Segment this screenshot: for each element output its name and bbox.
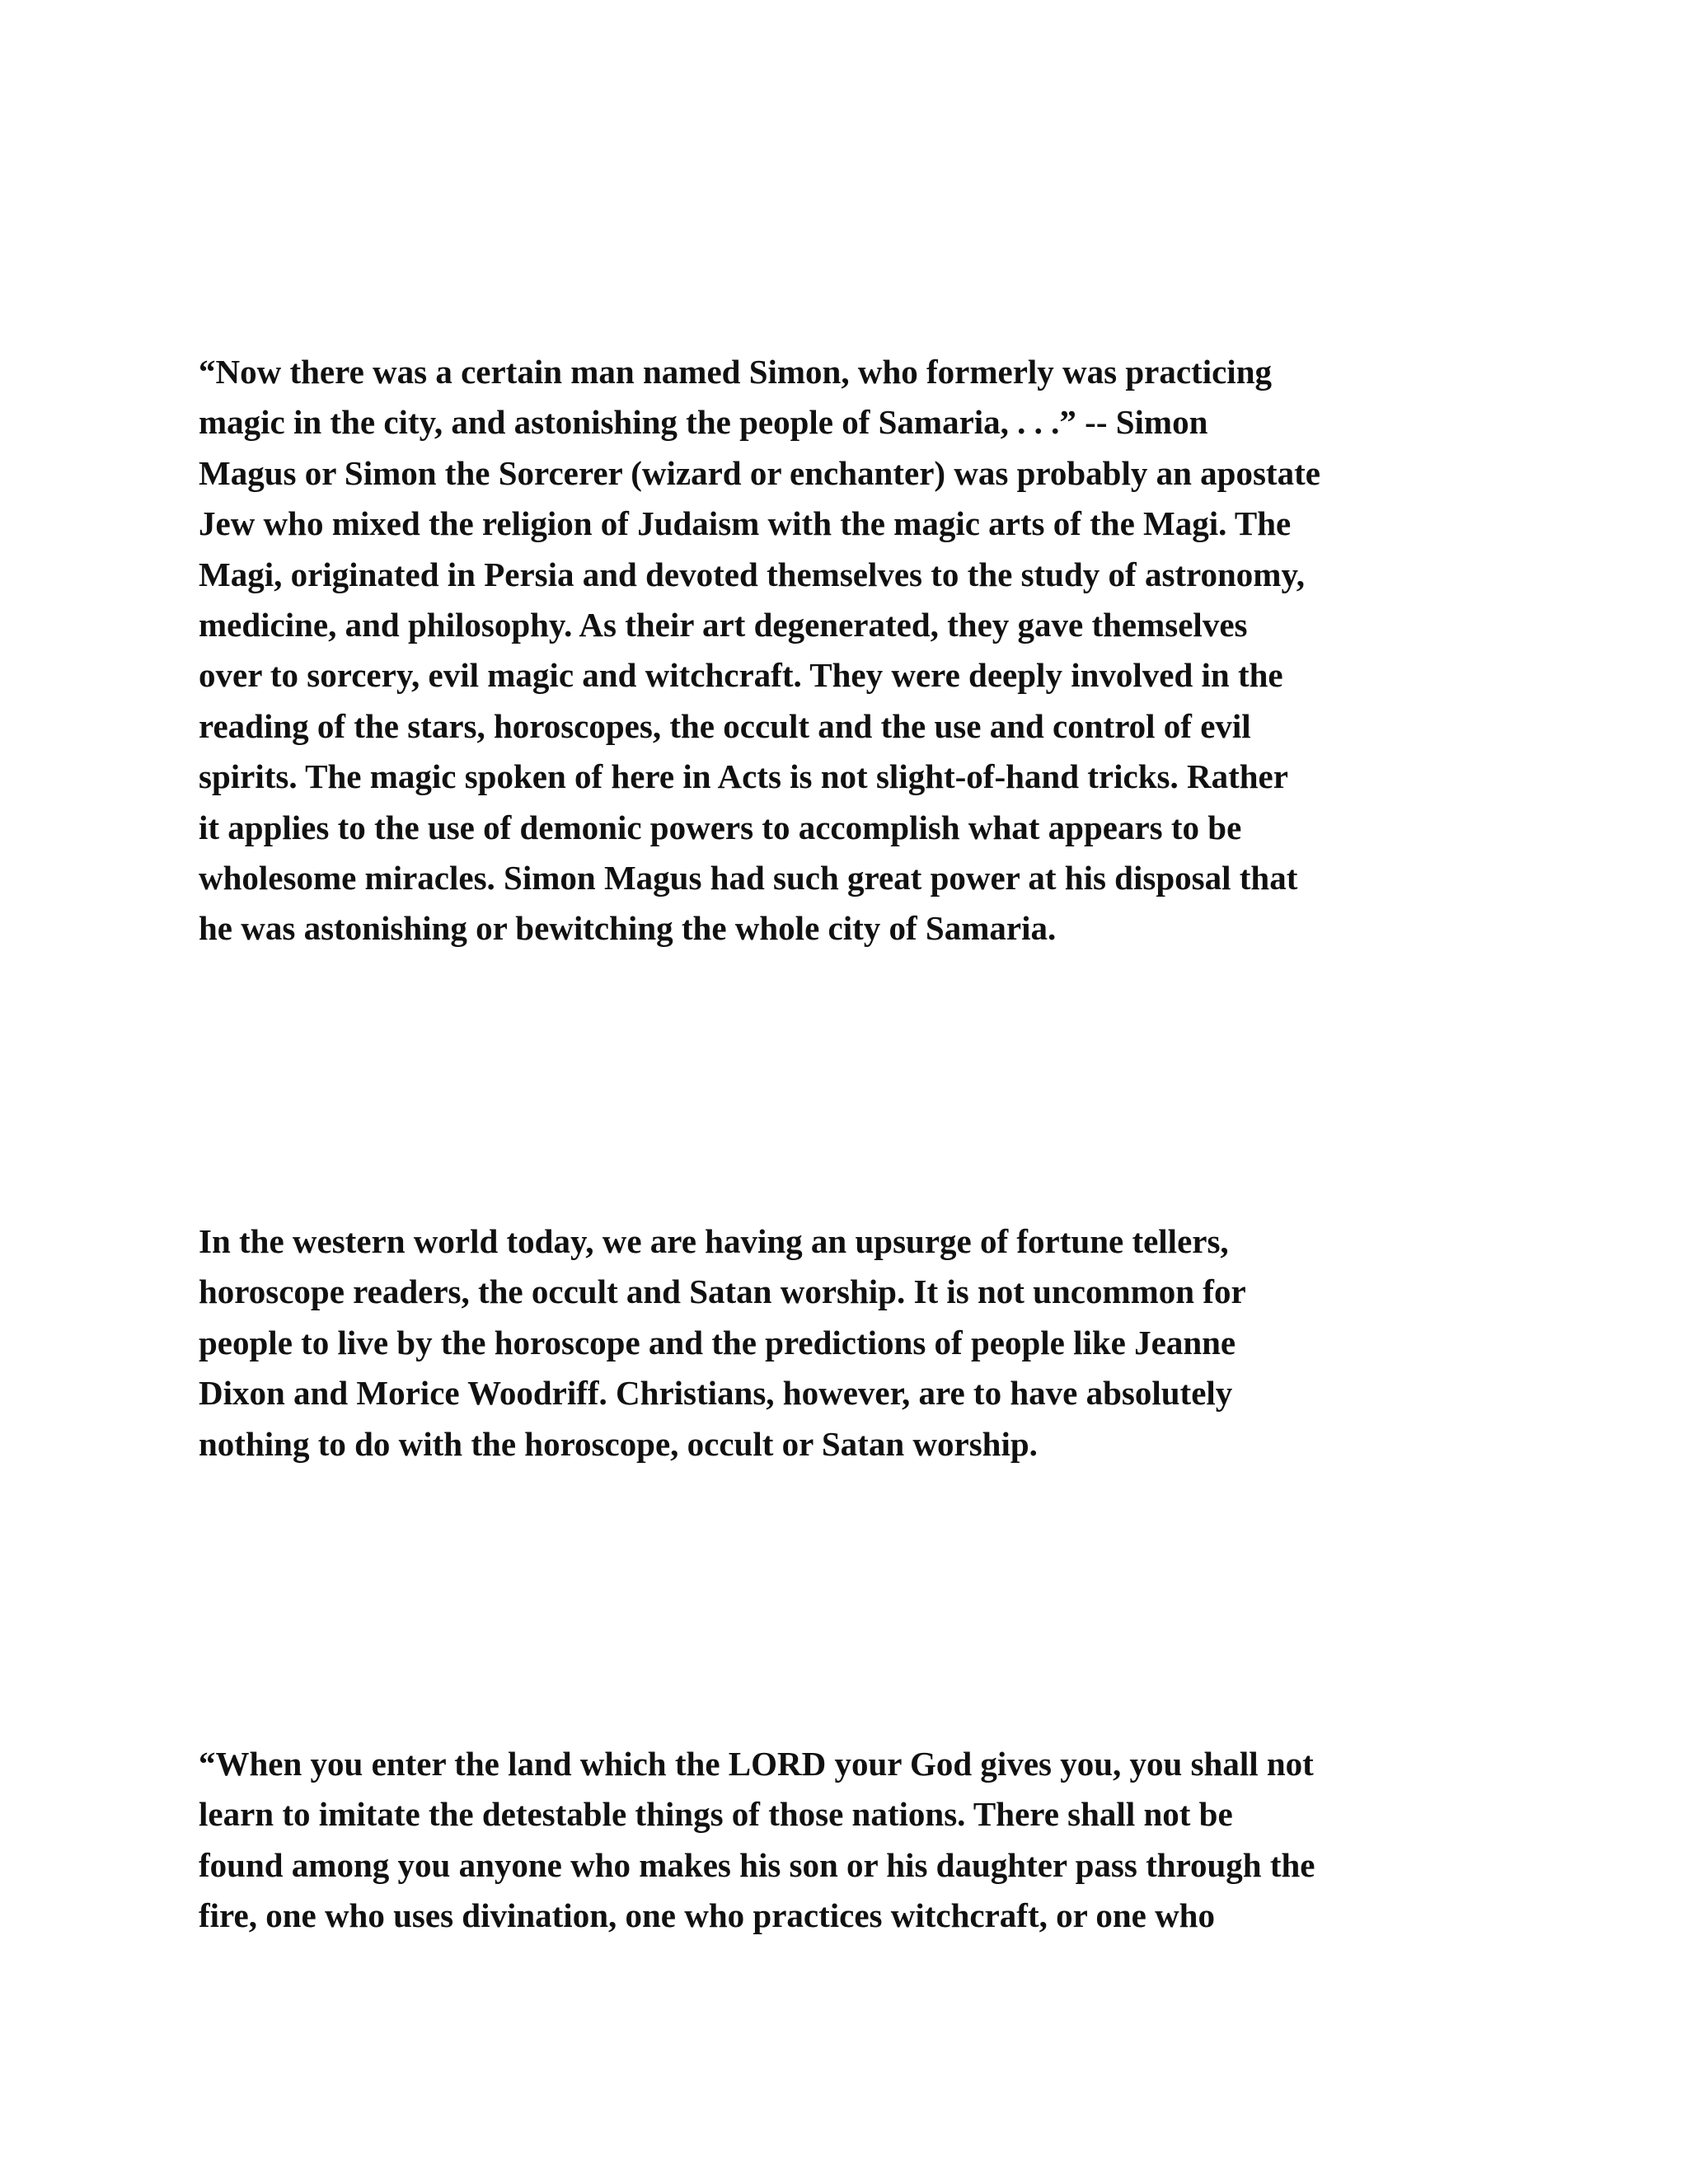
text-line: found among you anyone who makes his son or his daughter pass through the xyxy=(199,1845,1315,1884)
paragraph-simon-magus xyxy=(199,347,1501,954)
text-line: people to live by the horoscope and the predictions of people like Jeanne xyxy=(199,1323,1236,1361)
text-line: he was astonishing or bewitching the whole city of Samaria. xyxy=(199,909,1057,948)
text-line: “When you enter the land which the LORD your God gives you, you shall not xyxy=(199,1745,1314,1783)
text-line: In the western world today, we are having an upsurge of fortune tellers, xyxy=(199,1222,1229,1260)
text-line: spirits. The magic spoken of here in Acts is not slight-of-hand tricks. Rather xyxy=(199,757,1288,796)
text-line: learn to imitate the detestable things of those nations. There shall not be xyxy=(199,1795,1233,1834)
text-line: Dixon and Morice Woodriff. Christians, however, are to have absolutely xyxy=(199,1374,1233,1413)
paragraph-scripture-quote xyxy=(199,1739,1501,1942)
text-line: horoscope readers, the occult and Satan worship. It is not uncommon for xyxy=(199,1272,1246,1311)
text-line: Magus or Simon the Sorcerer (wizard or enchanter) was probably an apostate xyxy=(199,453,1320,492)
paragraph-western-world xyxy=(199,1216,1501,1469)
text-line: magic in the city, and astonishing the people of Samaria, . . .” -- Simon xyxy=(199,403,1208,442)
text-line: Magi, originated in Persia and devoted themselves to the study of astronomy, xyxy=(199,555,1305,593)
text-line: Jew who mixed the religion of Judaism with the magic arts of the Magi. The xyxy=(199,504,1292,543)
text-line: medicine, and philosophy. As their art degenerated, they gave themselves xyxy=(199,606,1248,644)
text-line: over to sorcery, evil magic and witchcraft. They were deeply involved in the xyxy=(199,656,1283,695)
text-line: nothing to do with the horoscope, occult or Satan worship. xyxy=(199,1424,1038,1463)
text-line: reading of the stars, horoscopes, the occult and the use and control of evil xyxy=(199,706,1251,745)
text-line: “Now there was a certain man named Simon, who formerly was practicing xyxy=(199,353,1272,391)
text-line: fire, one who uses divination, one who practices witchcraft, or one who xyxy=(199,1896,1215,1935)
text-line: wholesome miracles. Simon Magus had such great power at his disposal that xyxy=(199,859,1298,898)
text-line: it applies to the use of demonic powers to accomplish what appears to be xyxy=(199,808,1242,846)
